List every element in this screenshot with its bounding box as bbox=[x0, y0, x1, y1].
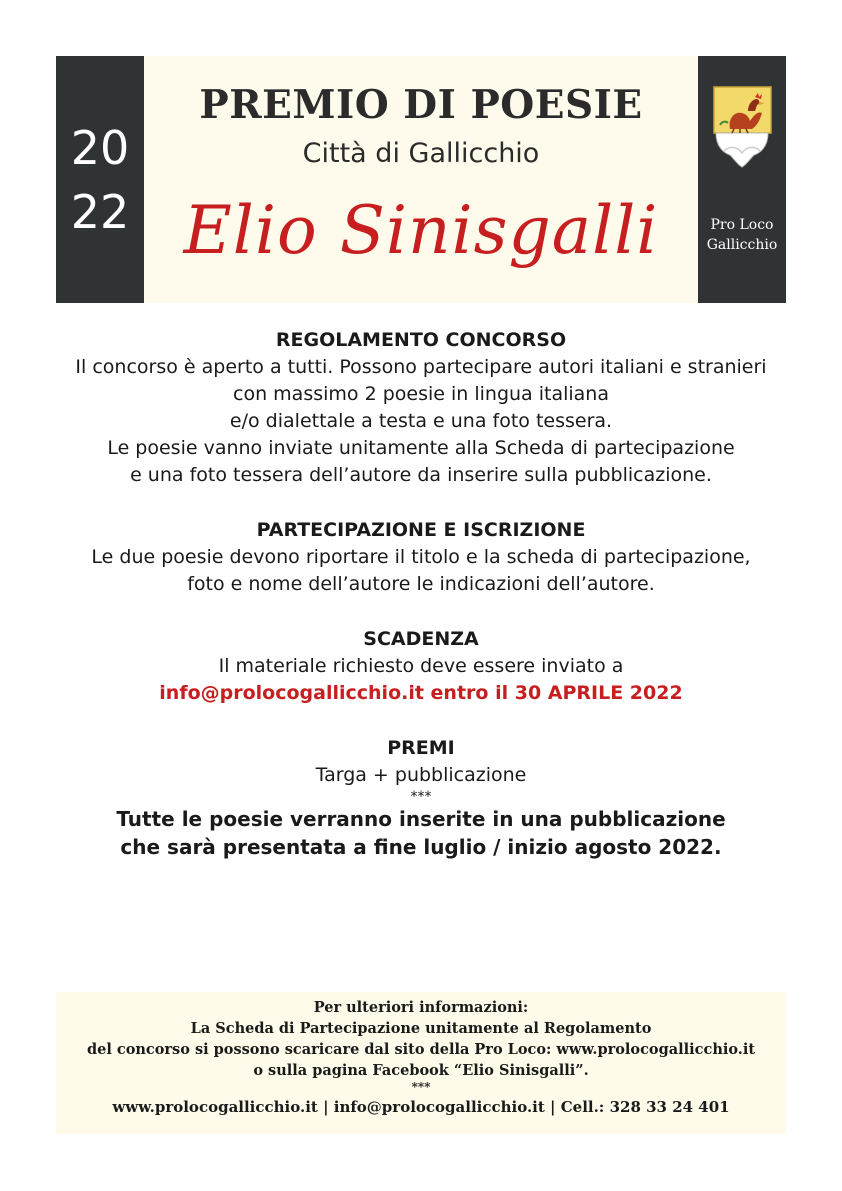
proloco-name: Pro Loco Gallicchio bbox=[706, 217, 778, 253]
section-partecipazione bbox=[40, 517, 802, 598]
section-regolamento bbox=[40, 327, 802, 489]
rooster-crest-icon bbox=[712, 85, 773, 169]
title-block bbox=[144, 56, 698, 303]
premi-heading: PREMI bbox=[387, 737, 455, 759]
year-top: 20 bbox=[70, 120, 130, 175]
header-banner bbox=[56, 56, 786, 303]
regolamento-line: Le poesie vanno inviate unitamente alla Scheda di partecipazione bbox=[107, 437, 735, 459]
year-bottom: 22 bbox=[70, 184, 130, 239]
footer-stars: *** bbox=[411, 1080, 431, 1094]
proloco-block bbox=[698, 56, 786, 303]
page-subtitle: Città di Gallicchio bbox=[302, 138, 540, 169]
regolamento-line: e/o dialettale a testa e una foto tessera. bbox=[229, 410, 613, 432]
partecipazione-line: Le due poesie devono riportare il titolo e la scheda di partecipazione, bbox=[91, 546, 751, 568]
premi-line: Targa + pubblicazione bbox=[315, 764, 527, 786]
footer-info bbox=[56, 992, 786, 1134]
scadenza-heading: SCADENZA bbox=[363, 628, 479, 650]
footer-line: del concorso si possono scaricare dal sito della Pro Loco: www.prolocogallicchio.it bbox=[86, 1041, 756, 1058]
footer-line: o sulla pagina Facebook “Elio Sinisgalli”. bbox=[253, 1062, 589, 1079]
section-premi bbox=[40, 735, 802, 861]
section-scadenza bbox=[40, 626, 802, 707]
closing-line: Tutte le poesie verranno inserite in una pubblicazione bbox=[116, 807, 726, 831]
separator-stars: *** bbox=[410, 789, 432, 805]
year-block bbox=[56, 56, 144, 303]
footer-line: La Scheda di Partecipazione unitamente al Regolamento bbox=[190, 1020, 652, 1037]
regulation-body bbox=[40, 327, 802, 889]
regolamento-line: Il concorso è aperto a tutti. Possono partecipare autori italiani e stranieri bbox=[75, 356, 767, 378]
partecipazione-line: foto e nome dell’autore le indicazioni dell’autore. bbox=[187, 573, 655, 595]
regolamento-line: con massimo 2 poesie in lingua italiana bbox=[233, 383, 609, 405]
partecipazione-heading: PARTECIPAZIONE E ISCRIZIONE bbox=[256, 519, 586, 541]
scadenza-line: Il materiale richiesto deve essere inviato a bbox=[218, 655, 624, 677]
poet-name: Elio Sinisgalli bbox=[183, 192, 659, 269]
regolamento-line: e una foto tessera dell’autore da inserire sulla pubblicazione. bbox=[130, 464, 712, 486]
footer-contacts: www.prolocogallicchio.it | info@prolocogallicchio.it | Cell.: 328 33 24 401 bbox=[112, 1098, 730, 1116]
regolamento-heading: REGOLAMENTO CONCORSO bbox=[275, 329, 567, 351]
closing-line: che sarà presentata a fine luglio / inizio agosto 2022. bbox=[120, 835, 722, 859]
footer-heading: Per ulteriori informazioni: bbox=[313, 999, 529, 1016]
deadline-highlight: info@prolocogallicchio.it entro il 30 APRILE 2022 bbox=[159, 682, 683, 704]
page-title: PREMIO DI POESIE bbox=[199, 82, 643, 128]
